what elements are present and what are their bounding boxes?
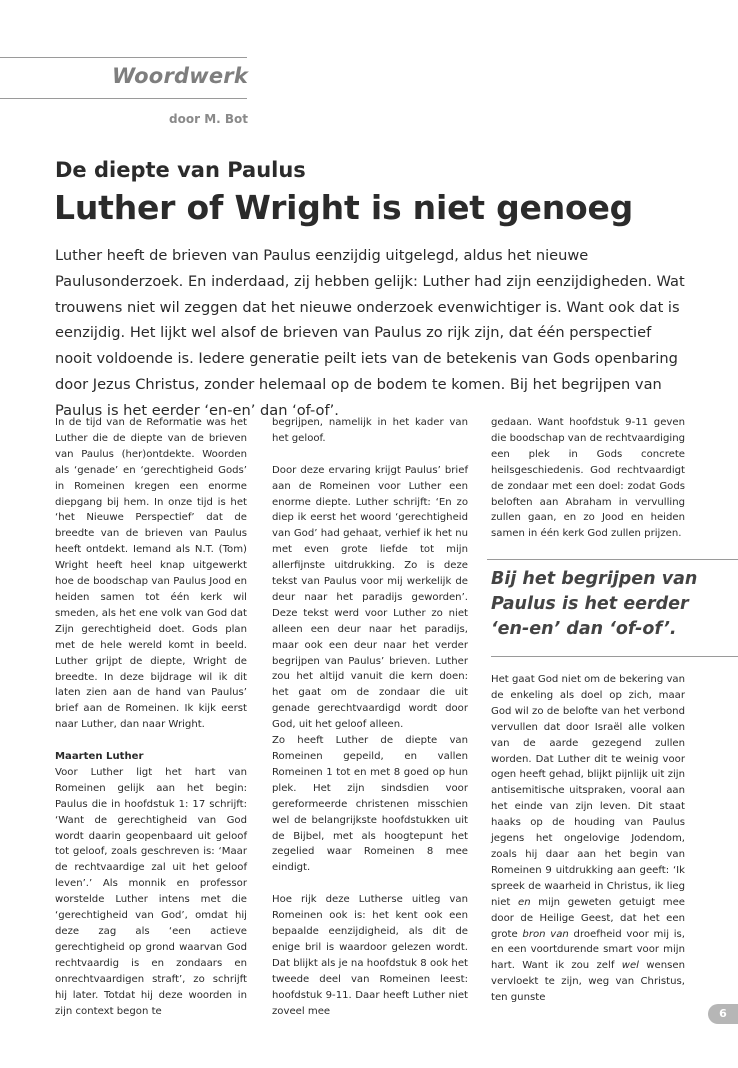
pullquote-rule-top — [487, 559, 738, 560]
article-title: Luther of Wright is niet genoeg — [54, 188, 634, 227]
pullquote: Bij het begrijpen van Paulus is het eerder ‘en-en’ dan ‘of-of’. — [491, 569, 698, 639]
section-rubric: Woordwerk — [111, 64, 248, 88]
body-column-3-bottom — [491, 672, 685, 1006]
body-column-3-top — [491, 415, 685, 542]
page-number: 6 — [708, 1004, 738, 1024]
paragraph: Door deze ervaring krijgt Paulus’ brief aan de Romeinen voor Luther een enorme diepte. Luther schrijft: ‘En zo diep ik eerst het woord ‘gerechtigheid van God’ had gehaat, verhief ik het nu met even grote liefde tot mijn allerfijnste uitdrukking. Zo is deze tekst van Paulus voor mij werkelijk de deur naar het paradijs geworden’. Deze tekst werd voor Luther zo niet alleen een deur naar het paradijs, maar ook een deur naar het verder begrijpen van Paulus’ brieven. Luther zou het altijd vanuit die kern doen: het gaat om de zondaar die uit genade gerechtvaardigd wordt door God, uit het geloof alleen. — [272, 464, 468, 731]
paragraph: gedaan. Want hoofdstuk 9-11 geven die boodschap van de rechtvaardiging een plek in Gods concrete heilsgeschiedenis. God rechtvaardigt de zondaar met een doel: zodat Gods beloften aan Abraham in vervulling zullen gaan, en zo Jood en heiden samen in één kerk God zullen prijzen. — [491, 417, 685, 540]
paragraph: Voor Luther ligt het hart van Romeinen gelijk aan het begin: Paulus die in hoofdstuk 1: 17 schrijft: ‘Want de gerechtigheid van God wordt daarin geopenbaard uit geloof tot geloof, zoals geschreven is: ‘Maar de rechtvaardige zal uit het geloof leven’.’ Als monnik en professor worstelde Luther intens met die ‘gerechtigheid van God’, omdat hij deze zag als ‘een actieve gerechtigheid op grond waarvan God rechtvaardig is en zondaars en onrechtvaardigen straft’, zo schrijft hij later. Totdat hij deze woorden in zijn context begon te — [55, 766, 247, 1017]
paragraph: begrijpen, namelijk in het kader van het geloof. — [272, 417, 468, 444]
pullquote-rule-bottom — [491, 656, 738, 657]
header-rule-top — [0, 57, 247, 58]
header-rule-bottom — [0, 98, 247, 99]
paragraph: Zo heeft Luther de diepte van Romeinen gepeild, en vallen Romeinen 1 tot en met 8 goed op hun plek. Het zijn sindsdien voor gereformeerde christenen misschien wel de belangrijkste hoofdstukken uit de Bijbel, met als hoogtepunt het zegelied waar Romeinen 8 mee eindigt. — [272, 735, 468, 874]
paragraph: In de tijd van de Reformatie was het Luther die de diepte van de brieven van Paulus (her)ontdekte. Woorden als ‘genade’ en ‘gerechtigheid Gods’ in Romeinen kregen een enorme diepgang bij hem. In onze tijd is het ‘het Nieuwe Perspectief’ dat de breedte van de brieven van Paulus heeft ontdekt. Iemand als N.T. (Tom) Wright heeft heel knap uitgewerkt hoe de boodschap van Paulus Jood en heiden samen tot één kerk wil smeden, als het ene volk van God dat Zijn gerechtigheid doet. Gods plan met de hele wereld komt in beeld. Luther grijpt de diepte, Wright de breedte. In deze bijdrage wil ik dit laten zien aan de hand van Paulus’ brief aan de Romeinen. Ik kijk eerst naar Luther, dan naar Wright. — [55, 417, 247, 731]
subheading-maarten-luther: Maarten Luther — [55, 751, 144, 763]
article-lead: Luther heeft de brieven van Paulus eenzijdig uitgelegd, aldus het nieuwe Paulusonderzoek. En inderdaad, zij hebben gelijk: Luther had zijn eenzijdigheden. Wat trouwens niet wil zeggen dat het nieuwe onderzoek evenwichtiger is. Want ook dat is eenzijdig. Het lijkt wel alsof de brieven van Paulus zo rijk zijn, dat één perspectief nooit voldoende is. Iedere generatie peilt iets van de betekenis van Gods openbaring door Jezus Christus, zonder helemaal op de bodem te komen. Bij het begrijpen van Paulus is het eerder ‘en-en’ dan ‘of-of’. — [55, 247, 685, 419]
author-byline: door M. Bot — [169, 112, 248, 126]
body-column-2 — [272, 415, 468, 1019]
paragraph: Hoe rijk deze Lutherse uitleg van Romeinen ook is: het kent ook een bepaalde eenzijdigheid, als dit de enige bril is waardoor gelezen wordt. Dat blijkt als je na hoofdstuk 8 ook het tweede deel van Romeinen leest: hoofdstuk 9-11. Daar heeft Luther niet zoveel mee — [272, 894, 468, 1017]
body-column-1 — [55, 415, 247, 1019]
article-kicker: De diepte van Paulus — [55, 158, 306, 182]
paragraph: Het gaat God niet om de bekering van de enkeling als doel op zich, maar God wil zo de belofte van het verbond vervullen dat door Israël alle volken van de aarde gezegend zullen worden. Dat Luther dit te weinig voor ogen heeft gehad, blijkt pijnlijk uit zijn antisemitische uitspraken, vooral aan het einde van zijn leven. Dit staat haaks op de houding van Paulus jegens het ongelovige Jodendom, zoals hij daar aan het begin van Romeinen 9 uitdrukking aan geeft: ‘Ik spreek de waarheid in Christus, ik lieg niet en mijn geweten getuigt mee door de Heilige Geest, dat het een grote bron van droefheid voor mij is, en een voortdurende smart voor mijn hart. Want ik zou zelf wel wensen vervloekt te zijn, weg van Christus, ten gunste — [491, 674, 686, 1004]
